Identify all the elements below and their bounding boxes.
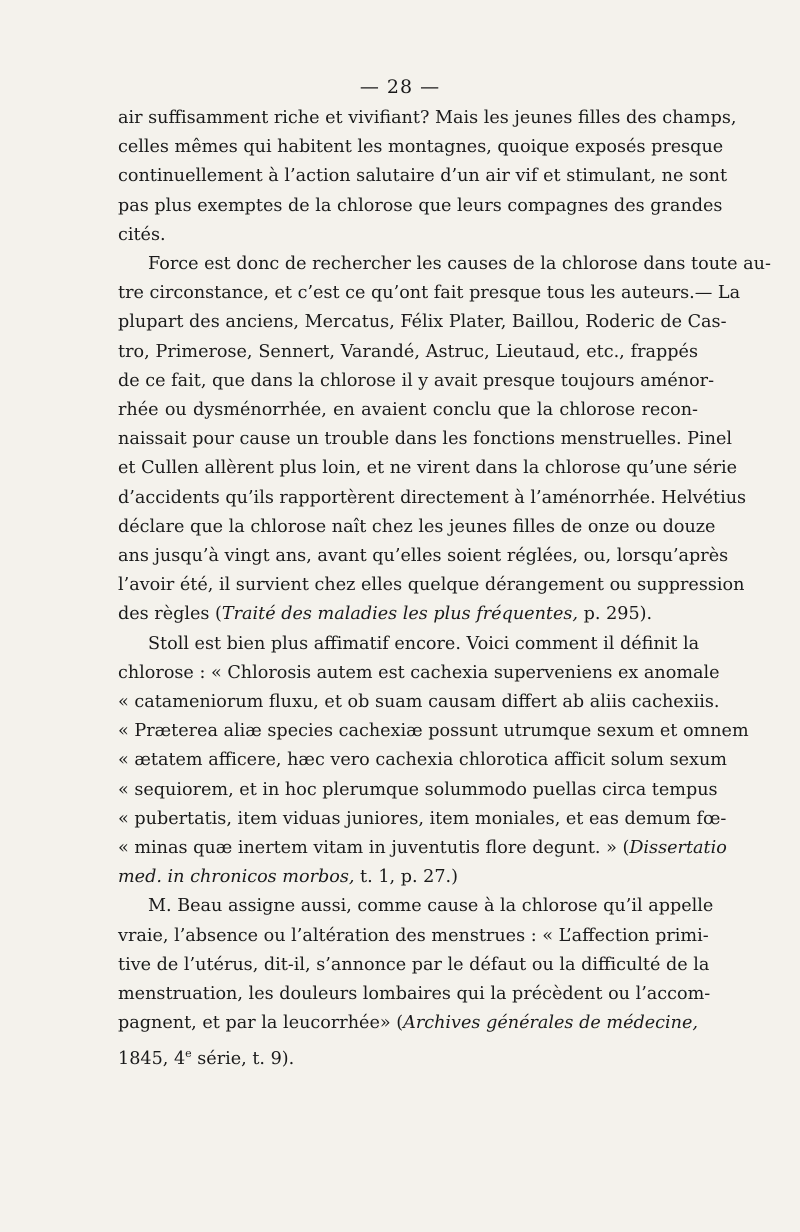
text-segment: des règles ( <box>118 604 222 625</box>
body-text <box>118 104 771 1074</box>
text-line: de ce fait, que dans la chlorose il y avait presque toujours aménor- <box>118 370 715 391</box>
text-line: Force est donc de rechercher les causes de la chlorose dans toute au- <box>148 254 771 275</box>
superscript: e <box>185 1046 192 1060</box>
text-segment: p. 295). <box>578 604 653 625</box>
text-line: ans jusqu’à vingt ans, avant qu’elles soient réglées, ou, lorsqu’après <box>118 546 729 567</box>
text-line: l’avoir été, il survient chez elles quelque dérangement ou suppression <box>118 575 745 596</box>
text-line: « ætatem afficere, hæc vero cachexia chlorotica afficit solum sexum <box>118 750 727 771</box>
text-line: « pubertatis, item viduas juniores, item moniales, et eas demum fœ- <box>118 808 727 829</box>
text-line: M. Beau assigne aussi, comme cause à la chlorose qu’il appelle <box>148 896 714 917</box>
text-segment: t. 1, p. 27.) <box>354 867 458 888</box>
text-segment: « minas quæ inertem vitam in juventutis flore degunt. » ( <box>118 838 630 859</box>
text-line: menstruation, les douleurs lombaires qui la précèdent ou l’accom- <box>118 984 711 1005</box>
page-number: — 28 — <box>359 76 441 98</box>
citation-title: Archives générales de médecine, <box>403 1013 698 1034</box>
text-line: Stoll est bien plus affimatif encore. Voici comment il définit la <box>148 633 700 654</box>
text-line: et Cullen allèrent plus loin, et ne virent dans la chlorose qu’une série <box>118 458 738 479</box>
text-line <box>118 863 698 892</box>
citation-title: Dissertatio <box>629 838 727 859</box>
text-line: « Præterea aliæ species cachexiæ possunt utrumque sexum et omnem <box>118 721 749 742</box>
text-line: tro, Primerose, Sennert, Varandé, Astruc, Lieutaud, etc., frappés <box>118 341 698 362</box>
text-line: air suffisamment riche et vivifiant? Mais les jeunes filles des champs, <box>118 108 737 128</box>
text-line <box>118 1039 698 1074</box>
text-line: rhée ou dysménorrhée, en avaient conclu que la chlorose recon- <box>118 400 698 421</box>
text-line: tive de l’utérus, dit-il, s’annonce par le défaut ou la difficulté de la <box>118 954 710 975</box>
text-line: « catameniorum fluxu, et ob suam causam differt ab aliis cachexiis. <box>118 692 720 713</box>
text-line: chlorose : « Chlorosis autem est cachexia superveniens ex anomale <box>118 662 720 683</box>
text-line: d’accidents qu’ils rapportèrent directement à l’aménorrhée. Helvétius <box>118 487 747 508</box>
text-segment: 1845, 4 <box>118 1048 186 1069</box>
text-line: pas plus exemptes de la chlorose que leurs compagnes des grandes <box>118 195 723 216</box>
text-line <box>118 600 698 629</box>
text-segment: série, t. 9). <box>191 1048 295 1069</box>
text-line: vraie, l’absence ou l’altération des menstrues : « L’affection primi- <box>118 925 709 946</box>
text-line: « sequiorem, et in hoc plerumque solummodo puellas circa tempus <box>118 779 718 800</box>
text-line: cités. <box>118 224 166 245</box>
text-segment: pagnent, et par la leucorrhée» ( <box>118 1013 404 1034</box>
text-line: plupart des anciens, Mercatus, Félix Plater, Baillou, Roderic de Cas- <box>118 312 727 333</box>
citation-title: Traité des maladies les plus fréquentes, <box>221 604 579 625</box>
text-line: celles mêmes qui habitent les montagnes, quoique exposés presque <box>118 137 724 158</box>
citation-title: med. in chronicos morbos, <box>118 867 355 888</box>
text-line: continuellement à l’action salutaire d’un air vif et stimulant, ne sont <box>118 166 728 187</box>
text-line <box>118 834 727 863</box>
text-line: naissait pour cause un trouble dans les fonctions menstruelles. Pinel <box>118 429 733 450</box>
text-line <box>118 1009 698 1038</box>
text-line: tre circonstance, et c’est ce qu’ont fait presque tous les auteurs.— La <box>118 283 741 304</box>
text-line: déclare que la chlorose naît chez les jeunes filles de onze ou douze <box>118 516 716 537</box>
